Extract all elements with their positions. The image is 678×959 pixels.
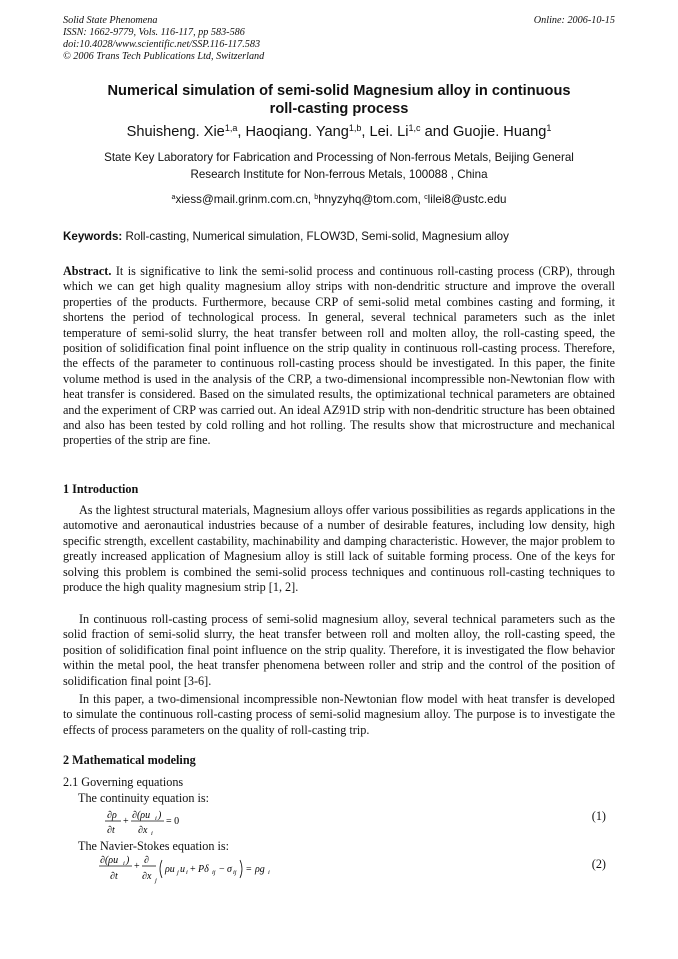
author-name: Haoqiang. Yang bbox=[245, 124, 349, 140]
author-affiliation-mark: 1,c bbox=[408, 123, 421, 134]
svg-text:∂x: ∂x bbox=[138, 825, 148, 836]
email-mark: c bbox=[424, 192, 428, 202]
equation-1-number: (1) bbox=[591, 809, 606, 823]
author-affiliation-mark: 1 bbox=[546, 123, 552, 134]
issn-line: ISSN: 1662-9779, Vols. 116-117, pp 583-586 bbox=[63, 27, 245, 38]
copyright-line: © 2006 Trans Tech Publications Ltd, Switzerland bbox=[63, 51, 265, 62]
abstract bbox=[63, 264, 615, 449]
author-affiliation-mark: 1,b bbox=[348, 123, 362, 134]
svg-text:∂t: ∂t bbox=[110, 871, 118, 882]
svg-text:i: i bbox=[268, 869, 270, 876]
email-mark: b bbox=[314, 192, 319, 202]
svg-text:u: u bbox=[180, 864, 185, 875]
svg-text:σ: σ bbox=[227, 864, 232, 875]
email-address: hnyzyhq@tom.com, bbox=[318, 193, 425, 206]
online-date: Online: 2006-10-15 bbox=[533, 15, 615, 26]
svg-text:+: + bbox=[123, 816, 129, 827]
email-address: lilei8@ustc.edu bbox=[427, 193, 507, 206]
journal-header bbox=[63, 15, 264, 63]
svg-text:ρu: ρu bbox=[165, 864, 175, 875]
continuity-equation bbox=[104, 808, 194, 838]
author-separator: , bbox=[361, 124, 370, 140]
svg-text:∂(ρu: ∂(ρu bbox=[100, 855, 119, 866]
author-list bbox=[63, 123, 615, 141]
svg-text:i: i bbox=[155, 815, 157, 822]
svg-text:Pδ: Pδ bbox=[198, 864, 209, 875]
email-mark: a bbox=[171, 192, 176, 202]
navier-stokes-intro: The Navier-Stokes equation is: bbox=[78, 839, 230, 853]
email-list bbox=[63, 192, 615, 207]
svg-text:∂t: ∂t bbox=[107, 825, 115, 836]
svg-text:∂(ρu: ∂(ρu bbox=[132, 810, 151, 821]
section-heading-introduction: 1 Introduction bbox=[63, 482, 139, 496]
author-name: Guojie. Huang bbox=[453, 124, 547, 140]
svg-text:∂x: ∂x bbox=[142, 871, 152, 882]
svg-text:= 0: = 0 bbox=[166, 816, 180, 827]
svg-text:∂: ∂ bbox=[144, 855, 149, 866]
journal-name: Solid State Phenomena bbox=[63, 15, 158, 26]
svg-text:∂ρ: ∂ρ bbox=[107, 810, 117, 821]
author-name: Lei. Li bbox=[369, 124, 409, 140]
svg-text:ij: ij bbox=[212, 869, 216, 876]
svg-text:+: + bbox=[134, 861, 140, 872]
keywords bbox=[63, 229, 615, 244]
author-affiliation-mark: 1,a bbox=[224, 123, 238, 134]
svg-text:): ) bbox=[126, 855, 130, 866]
intro-paragraph-2: In continuous roll-casting process of semi-solid magnesium alloy, several technical parameters such as the solid fraction of semi-solid slurry, the heat transfer between roll and molten alloy, the roll-casting speed, the position of solidification final point influence on the strip quality. Therefore, it is investigated the flow behavior within the metal pool, the heat transfer phenomena between roller and strip and the control of the position of solidification final point [3-6]. bbox=[63, 612, 615, 688]
author-separator: and bbox=[420, 124, 454, 140]
equation-2-number: (2) bbox=[591, 857, 606, 871]
title-line-1: Numerical simulation of semi-solid Magnesium alloy in continuous bbox=[107, 83, 571, 99]
email-address: xiess@mail.grinm.com.cn, bbox=[175, 193, 315, 206]
keywords-text: Roll-casting, Numerical simulation, FLOW3D, Semi-solid, Magnesium alloy bbox=[122, 230, 509, 243]
intro-paragraph-1: As the lightest structural materials, Magnesium alloys offer various possibilities as regards applications in the automotive and aeronautical industries because of a number of desirable features, including low density, high specific strength, excellent castability, machinability and damping characteristic. However, the major problem to greatly increased application of Magnesium alloy is still lack of suitable forming process. One of the keys for solving this problem is combined the semi-solid process techniques and continuous roll-casting techniques to produce the high quality magnesium strip [1, 2]. bbox=[63, 503, 615, 595]
abstract-label: Abstract. bbox=[63, 264, 112, 278]
svg-text:): ) bbox=[158, 810, 162, 821]
abstract-text: It is significative to link the semi-solid process and continuous roll-casting process (CRP), through which we can get high quality magnesium alloy strips with non-dendritic structure and improve the overall properties of the products. Furthermore, because CRP of semi-solid metal combines casting and forming, it shortens the period of technological process. In general, several technical parameters such as the inlet temperature of semi-solid slurry, the heat transfer between roll and molten alloy, the roll-casting speed, the position of solidification final point influence on the strip quality in continuous roll-casting process. Therefore, the effects of the parameter to continuous roll-casting process should be investigated. In this paper, the finite volume method is used in the analysis of the CRP, a two-dimensional incompressible non-Newtonian flow with heat transfer is considered. Based on the simulated results, the optimizational technical parameters are obtained and the experiment of CRP was carried out. An ideal AZ91D strip with non-dendritic structure has been obtained and also has been tested by cold rolling and hot rolling. The results show that microstructure and mechanical properties of the strip are fine. bbox=[63, 264, 615, 448]
navier-stokes-equation bbox=[98, 852, 278, 886]
paper-title bbox=[63, 82, 615, 118]
svg-text:j: j bbox=[155, 877, 157, 884]
affiliation bbox=[63, 149, 615, 183]
svg-text:+: + bbox=[190, 864, 196, 875]
section-heading-math-modeling: 2 Mathematical modeling bbox=[63, 753, 196, 767]
svg-text:j: j bbox=[177, 869, 179, 876]
affiliation-line-1: State Key Laboratory for Fabrication and Processing of Non-ferrous Metals, Beijing General bbox=[104, 151, 574, 164]
svg-text:i: i bbox=[151, 830, 153, 837]
keywords-label: Keywords: bbox=[63, 230, 123, 243]
doi-line: doi:10.4028/www.scientific.net/SSP.116-117.583 bbox=[63, 39, 261, 50]
svg-text:−: − bbox=[219, 864, 225, 875]
svg-text:i: i bbox=[123, 860, 125, 867]
title-line-2: roll-casting process bbox=[269, 101, 409, 117]
continuity-equation-intro: The continuity equation is: bbox=[78, 791, 209, 805]
author-separator: , bbox=[237, 124, 246, 140]
affiliation-line-2: Research Institute for Non-ferrous Metals, 100088 , China bbox=[190, 168, 488, 181]
svg-text:i: i bbox=[186, 869, 188, 876]
svg-text:ρg: ρg bbox=[255, 864, 265, 875]
subsection-heading-governing-equations: 2.1 Governing equations bbox=[63, 775, 184, 789]
intro-paragraph-3: In this paper, a two-dimensional incompressible non-Newtonian flow model with heat transfer is developed to simulate the continuous roll-casting process of semi-solid magnesium alloy. The purpose is to investigate the effects of process parameters on the quality of roll-casting trip. bbox=[63, 692, 615, 737]
svg-text:=: = bbox=[246, 864, 252, 875]
author-name: Shuisheng. Xie bbox=[126, 124, 225, 140]
svg-text:ij: ij bbox=[233, 869, 237, 876]
